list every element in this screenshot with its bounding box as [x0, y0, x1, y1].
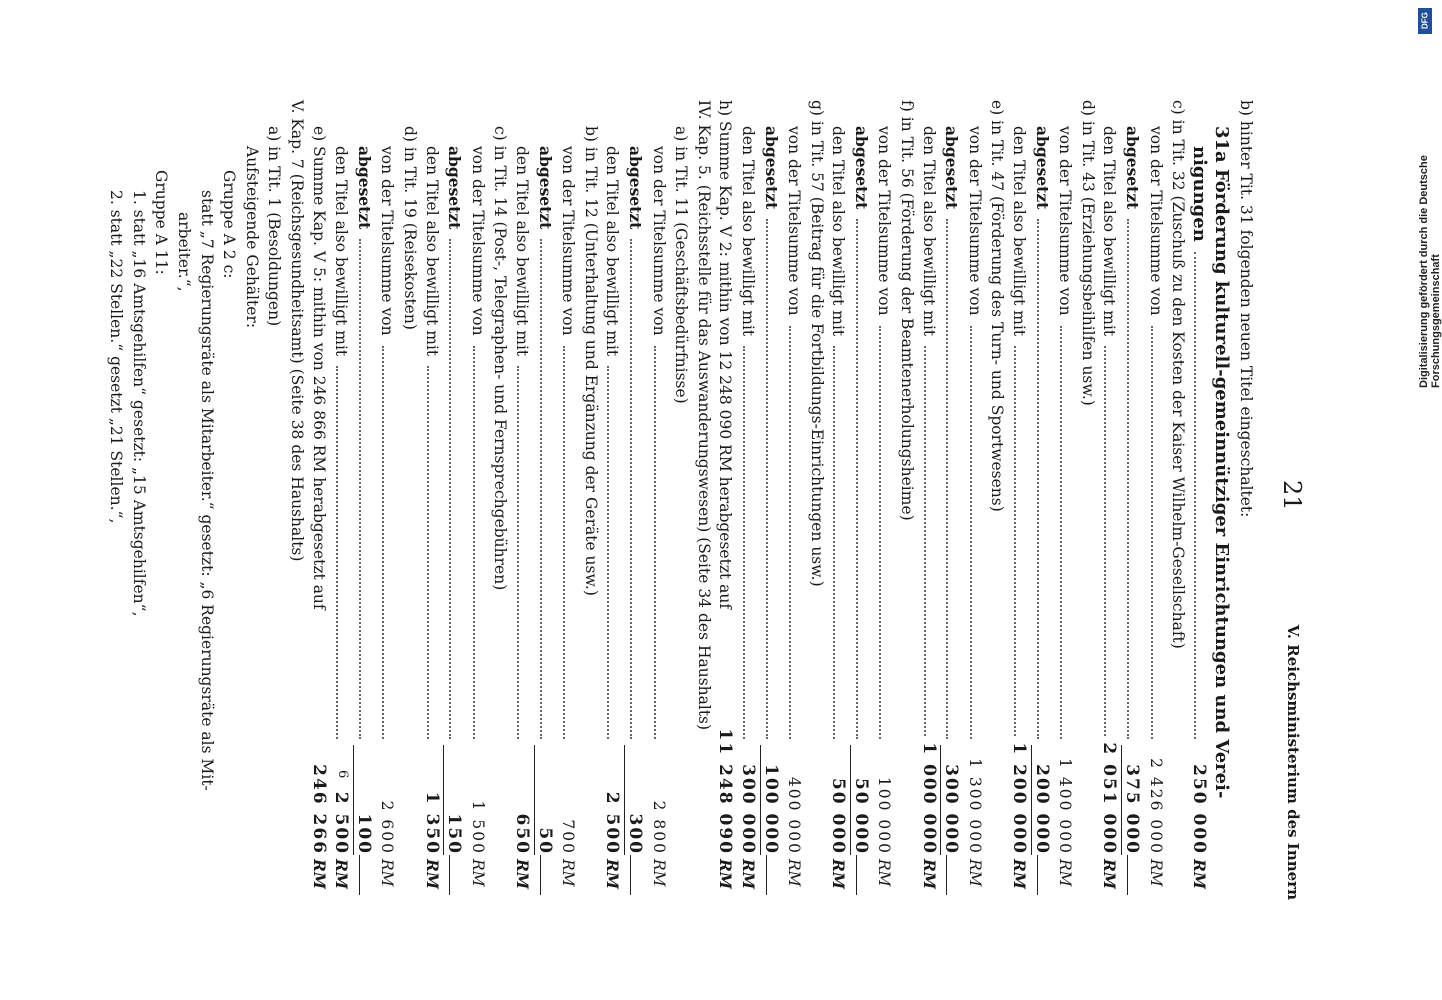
text-line: den Titel also bewilligt mit [332, 146, 351, 357]
amount: 300 000 [940, 745, 961, 855]
section-heading: V. Kap. 7 (Reichsgesundheitsamt) (Seite 38 des Haushalts) [288, 100, 307, 562]
text-line: a) in Tit. 11 (Geschäftsbedürfnisse) [672, 126, 691, 404]
text-line: von der Titelsumme von [378, 146, 397, 336]
currency-unit: RM [738, 859, 758, 890]
currency-unit: RM [1146, 859, 1165, 887]
currency-unit: RM [829, 859, 849, 890]
currency-unit: RM [513, 859, 532, 890]
text-line: d) in Tit. 43 (Erziehungsbeihilfen usw.) [1078, 100, 1097, 406]
text-line: 1. statt „16 Amtsgehilfen“ gesetzt: „15 Amtsgehilfen“, [129, 190, 148, 617]
text-line: abgesetzt [851, 126, 871, 210]
amount: 300 [624, 745, 645, 855]
text-line: abgesetzt [1123, 126, 1143, 210]
text-line: g) in Tit. 57 (Beitrag für die Fortbildungs-Einrichtungen usw.) [807, 100, 826, 587]
text-line: nigungen [1188, 146, 1210, 242]
text-line: den Titel also bewilligt mit [829, 126, 848, 337]
text-line: f) in Tit. 56 (Förderung der Beamtenerholungsheime) [898, 100, 917, 521]
amount: 2 426 000 [1146, 758, 1165, 855]
amount: 246 266 [308, 764, 329, 855]
currency-unit: RM [649, 859, 668, 887]
text-line: den Titel also bewilligt mit [738, 126, 757, 337]
text-line: den Titel also bewilligt mit [1010, 126, 1029, 337]
amount: 650 [512, 813, 532, 855]
currency-unit: RM [785, 859, 804, 887]
text-line: c) in Tit. 32 (Zuschuß zu den Kosten der Kaiser Wilhelm-Gesellschaft) [1169, 100, 1188, 649]
section-heading: IV. Kap. 5. (Reichsstelle für das Auswanderungswesen) (Seite 34 des Haushalts) [694, 100, 713, 731]
text-line: abgesetzt [1032, 126, 1052, 210]
text-line: statt „7 Regierungsräte als Mitarbeiter.“ gesetzt: „6 Regierungsräte als Mit- [197, 190, 216, 791]
currency-unit: RM [875, 859, 894, 887]
amount: 50 000 [850, 745, 871, 855]
text-line: e) in Tit. 47 (Förderung des Turn- und Sportwesens) [988, 100, 1007, 512]
document-page [50, 0, 1390, 1000]
text-line: von der Titelsumme von [785, 126, 804, 316]
currency-unit: RM [1056, 859, 1075, 887]
currency-unit: RM [422, 859, 442, 890]
amount: 1 200 000 [1009, 742, 1030, 855]
currency-unit: RM [716, 859, 736, 890]
dfg-watermark [1418, 8, 1442, 388]
text-line: Aufsteigende Gehälter: [242, 146, 261, 329]
text-line: von der Titelsumme von [1146, 126, 1165, 316]
amount: 200 000 [1031, 745, 1052, 855]
watermark-text: Digitalisierung gefördert durch die Deutsche Forschungsgemeinschaft [1418, 155, 1442, 388]
currency-unit: RM [559, 859, 578, 887]
text-line: abgesetzt [942, 126, 962, 210]
dfg-logo-icon: DFG [1418, 8, 1432, 34]
text-line: abgesetzt [625, 146, 645, 230]
amount: 100 000 [875, 776, 894, 855]
text-line: Gruppe A 11: [152, 170, 171, 275]
amount: 50 000 [828, 777, 849, 855]
text-line: von der Titelsumme von [875, 126, 894, 316]
page-number: 21 [1278, 480, 1306, 511]
amount: 2 500 [602, 791, 623, 855]
amount: 2 500 [331, 791, 352, 855]
text-line: von der Titelsumme von [559, 146, 578, 336]
text-line: abgesetzt [445, 146, 465, 230]
amount: 2 800 [649, 800, 668, 855]
amount: 11 248 090 [715, 728, 736, 855]
amount: 2 051 000 [1099, 742, 1120, 855]
currency-unit: RM [603, 859, 623, 890]
amount: 375 000 [1121, 745, 1142, 855]
currency-unit: RM [1100, 859, 1120, 890]
currency-unit: RM [468, 859, 487, 887]
text-line: den Titel also bewilligt mit [1100, 126, 1119, 337]
text-line: 2. statt „22 Stellen.“ gesetzt „21 Stellen.“, [107, 190, 126, 524]
amount: 150 [443, 745, 464, 855]
page-header [1276, 100, 1306, 900]
text-line: abgesetzt [535, 146, 555, 230]
text-line: abgesetzt [354, 146, 374, 230]
amount: 300 000 [737, 764, 758, 855]
currency-unit: RM [378, 859, 397, 887]
page-title: V. Reichsministerium des Innern [1284, 624, 1302, 900]
text-line: den Titel also bewilligt mit [603, 146, 622, 357]
amount: 1 300 000 [965, 758, 984, 855]
amount: 1 000 000 [918, 742, 939, 855]
text-line: b) hinter Tit. 31 folgenden neuen Titel eingeschaltet: [1237, 100, 1255, 518]
text-line: von der Titelsumme von [965, 126, 984, 316]
amount: 700 [559, 819, 578, 855]
currency-unit: RM [919, 859, 939, 890]
text-line: h) Summe Kap. V 2: mithin von 12 248 090 RM herabgesetzt auf [716, 100, 735, 610]
amount: 50 [534, 745, 555, 855]
amount: 2 600 [378, 800, 397, 855]
amount: 100 [353, 745, 374, 855]
amount: 100 000 [760, 745, 781, 855]
text-line: den Titel also bewilligt mit [513, 146, 531, 357]
text-line: e) Summe Kap. V 5: mithin von 246 866 RM herabgesetzt auf [309, 126, 328, 610]
currency-unit: RM [1010, 859, 1030, 890]
text-line: d) in Tit. 19 (Reisekosten) [401, 126, 420, 330]
text-line: von der Titelsumme von [468, 146, 487, 336]
amount: 1 400 000 [1056, 758, 1075, 855]
currency-unit: RM [1189, 859, 1209, 890]
currency-unit: RM [309, 859, 329, 890]
amount: 400 000 [785, 776, 804, 855]
text-line: von der Titelsumme von [1056, 126, 1075, 316]
text-line: abgesetzt [761, 126, 781, 210]
amount: 250 000 [1188, 764, 1209, 855]
text-line: c) in Tit. 14 (Post-, Telegraphen- und Fernsprechgebühren) [491, 126, 510, 591]
amount: 1 350 [421, 791, 442, 855]
text-line: Gruppe A 2 c: [220, 170, 239, 279]
text-line: von der Titelsumme von [649, 146, 668, 336]
currency-unit: RM [332, 859, 352, 890]
page-marker: 6 [335, 770, 350, 779]
text-line: b) in Tit. 12 (Unterhaltung und Ergänzung der Geräte usw.) [581, 126, 600, 596]
text-line: den Titel also bewilligt mit [422, 146, 441, 357]
amount: 1 500 [468, 800, 487, 855]
currency-unit: RM [965, 859, 984, 887]
text-line: den Titel also bewilligt mit [919, 126, 938, 337]
text-line: a) in Tit. 1 (Besoldungen) [265, 126, 284, 327]
document-body [103, 100, 1255, 895]
text-line: 31a Förderung kulturell-gemeinnütziger Einrichtungen und Verei- [1211, 126, 1233, 799]
text-line: arbeiter.“, [175, 212, 194, 292]
